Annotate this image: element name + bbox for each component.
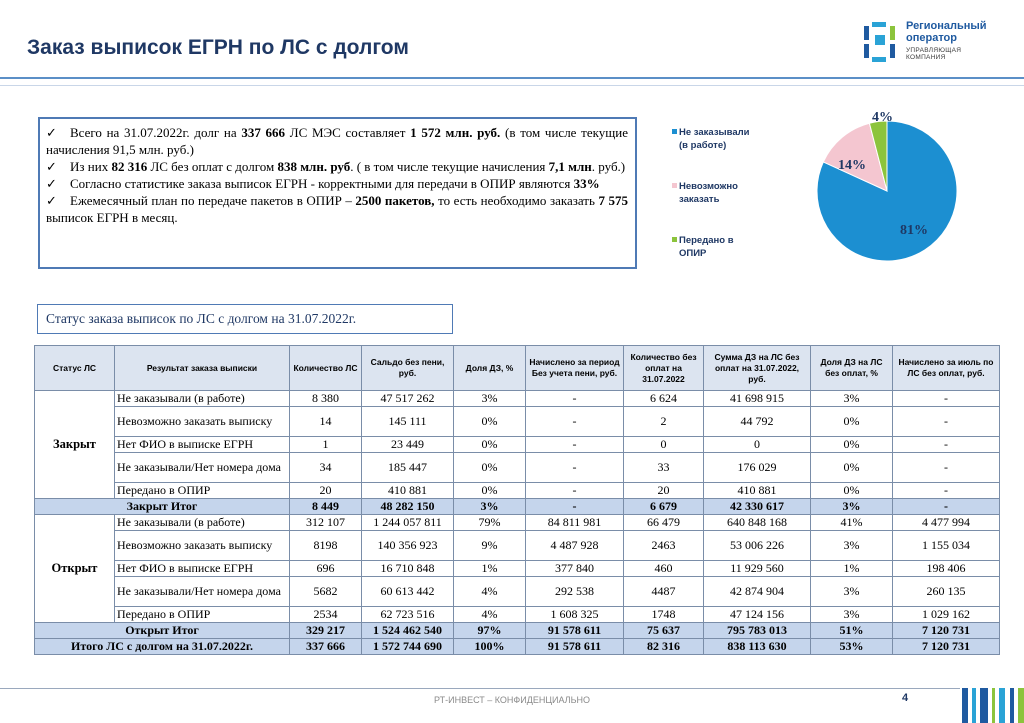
legend-item-opir: Передано в ОПИР: [679, 234, 734, 260]
total-value-cell: 100%: [454, 639, 526, 655]
value-cell: 44 792: [704, 407, 811, 437]
total-value-cell: 91 578 611: [526, 639, 624, 655]
column-header: Статус ЛС: [35, 346, 115, 391]
value-cell: 312 107: [290, 515, 362, 531]
table-header-row: [35, 346, 1000, 391]
table-row: [35, 531, 1000, 561]
page-title: Заказ выписок ЕГРН по ЛС с долгом: [27, 36, 409, 59]
value-cell: 2: [624, 407, 704, 437]
grand-total-row: [35, 639, 1000, 655]
status-title-box: Статус заказа выписок по ЛС с долгом на 31.07.2022г.: [37, 304, 453, 334]
page-number: 4: [902, 692, 909, 704]
pie-label-impossible: 14%: [838, 158, 866, 173]
logo-mark-icon: [862, 20, 902, 64]
corner-decoration: [960, 688, 1024, 723]
table-row: [35, 453, 1000, 483]
total-value-cell: 6 679: [624, 499, 704, 515]
column-header: Сальдо без пени, руб.: [362, 346, 454, 391]
value-cell: 410 881: [362, 483, 454, 499]
table-row: [35, 515, 1000, 531]
value-cell: 3%: [454, 391, 526, 407]
total-value-cell: 3%: [454, 499, 526, 515]
legend-item-not-ordered: Не заказывали (в работе): [679, 126, 750, 152]
value-cell: 640 848 168: [704, 515, 811, 531]
footer-confidential: РТ-ИНВЕСТ – КОНФИДЕНЦИАЛЬНО: [434, 695, 590, 705]
value-cell: 33: [624, 453, 704, 483]
table-row: [35, 561, 1000, 577]
value-cell: 1 244 057 811: [362, 515, 454, 531]
value-cell: 3%: [811, 607, 893, 623]
value-cell: 0%: [811, 437, 893, 453]
column-header: Количество ЛС: [290, 346, 362, 391]
logo-line-1: Региональный: [906, 20, 987, 32]
summary-box: [38, 117, 637, 269]
logo-line-2: оператор: [906, 32, 957, 44]
value-cell: -: [526, 483, 624, 499]
value-cell: 0%: [454, 453, 526, 483]
summary-bullet-2: ✓ Из них 82 316 ЛС без оплат с долгом 838 млн. руб. ( в том числе текущие начисления 7,1 млн. руб.): [46, 159, 626, 174]
value-cell: -: [893, 483, 1000, 499]
title-divider: [0, 77, 1024, 79]
value-cell: 1 608 325: [526, 607, 624, 623]
result-cell: Не заказывали (в работе): [115, 391, 290, 407]
value-cell: -: [526, 453, 624, 483]
value-cell: 34: [290, 453, 362, 483]
value-cell: 47 517 262: [362, 391, 454, 407]
value-cell: 4 487 928: [526, 531, 624, 561]
summary-bullet-3: ✓ Согласно статистике заказа выписок ЕГРН - корректными для передачи в ОПИР являются 33%: [46, 176, 600, 191]
total-value-cell: 48 282 150: [362, 499, 454, 515]
pie-label-not-ordered: 81%: [900, 223, 928, 238]
total-value-cell: 75 637: [624, 623, 704, 639]
result-cell: Нет ФИО в выписке ЕГРН: [115, 561, 290, 577]
value-cell: 66 479: [624, 515, 704, 531]
total-value-cell: 1 524 462 540: [362, 623, 454, 639]
total-value-cell: 1 572 744 690: [362, 639, 454, 655]
check-icon: ✓: [46, 159, 57, 174]
value-cell: 460: [624, 561, 704, 577]
total-value-cell: -: [526, 499, 624, 515]
value-cell: 6 624: [624, 391, 704, 407]
value-cell: 0%: [811, 453, 893, 483]
value-cell: 16 710 848: [362, 561, 454, 577]
total-value-cell: 51%: [811, 623, 893, 639]
total-value-cell: 7 120 731: [893, 639, 1000, 655]
value-cell: 185 447: [362, 453, 454, 483]
total-value-cell: 91 578 611: [526, 623, 624, 639]
value-cell: 2534: [290, 607, 362, 623]
value-cell: 3%: [811, 577, 893, 607]
result-cell: Невозможно заказать выписку: [115, 531, 290, 561]
value-cell: -: [526, 391, 624, 407]
check-icon: ✓: [46, 193, 57, 208]
legend-swatch: [672, 237, 677, 242]
value-cell: 3%: [811, 391, 893, 407]
table-row: [35, 607, 1000, 623]
total-label-cell: Открыт Итог: [35, 623, 290, 639]
total-value-cell: 82 316: [624, 639, 704, 655]
summary-bullet-4: ✓ Ежемесячный план по передаче пакетов в ОПИР – 2500 пакетов, то есть необходимо заказать 7 575 выписок ЕГРН в месяц.: [46, 193, 629, 225]
value-cell: 0%: [811, 407, 893, 437]
value-cell: 410 881: [704, 483, 811, 499]
value-cell: 4%: [454, 607, 526, 623]
status-group-cell: Закрыт: [35, 391, 115, 499]
value-cell: 0%: [454, 483, 526, 499]
value-cell: 1 029 162: [893, 607, 1000, 623]
table-row: [35, 437, 1000, 453]
pie-chart: [672, 106, 962, 276]
total-value-cell: 53%: [811, 639, 893, 655]
status-table: [34, 345, 1000, 655]
total-value-cell: 329 217: [290, 623, 362, 639]
value-cell: 4%: [454, 577, 526, 607]
value-cell: 292 538: [526, 577, 624, 607]
pie-svg: [812, 106, 962, 276]
result-cell: Не заказывали (в работе): [115, 515, 290, 531]
title-divider-thin: [0, 85, 1024, 86]
result-cell: Не заказывали/Нет номера дома: [115, 577, 290, 607]
total-label-cell: Закрыт Итог: [35, 499, 290, 515]
total-value-cell: 838 113 630: [704, 639, 811, 655]
value-cell: 4487: [624, 577, 704, 607]
column-header: Начислено за июль по ЛС без оплат, руб.: [893, 346, 1000, 391]
value-cell: 1748: [624, 607, 704, 623]
value-cell: 3%: [811, 531, 893, 561]
total-value-cell: 337 666: [290, 639, 362, 655]
value-cell: 377 840: [526, 561, 624, 577]
value-cell: 145 111: [362, 407, 454, 437]
check-icon: ✓: [46, 176, 57, 191]
value-cell: 60 613 442: [362, 577, 454, 607]
value-cell: 14: [290, 407, 362, 437]
value-cell: 20: [290, 483, 362, 499]
value-cell: 0: [704, 437, 811, 453]
status-group-cell: Открыт: [35, 515, 115, 623]
total-value-cell: 8 449: [290, 499, 362, 515]
value-cell: 1%: [454, 561, 526, 577]
value-cell: -: [893, 391, 1000, 407]
total-value-cell: 3%: [811, 499, 893, 515]
pie-label-opir: 4%: [872, 110, 893, 125]
table-row: [35, 391, 1000, 407]
value-cell: 0%: [454, 437, 526, 453]
value-cell: 84 811 981: [526, 515, 624, 531]
table-row: [35, 407, 1000, 437]
logo-line-4: КОМПАНИЯ: [906, 54, 946, 61]
value-cell: 41 698 915: [704, 391, 811, 407]
result-cell: Нет ФИО в выписке ЕГРН: [115, 437, 290, 453]
column-header: Сумма ДЗ на ЛС без оплат на 31.07.2022, руб.: [704, 346, 811, 391]
value-cell: 1%: [811, 561, 893, 577]
column-header: Результат заказа выписки: [115, 346, 290, 391]
value-cell: 8198: [290, 531, 362, 561]
column-header: Начислено за период Без учета пени, руб.: [526, 346, 624, 391]
result-cell: Передано в ОПИР: [115, 483, 290, 499]
value-cell: 11 929 560: [704, 561, 811, 577]
value-cell: 41%: [811, 515, 893, 531]
value-cell: 1 155 034: [893, 531, 1000, 561]
value-cell: 9%: [454, 531, 526, 561]
value-cell: 696: [290, 561, 362, 577]
total-label-cell: Итого ЛС с долгом на 31.07.2022г.: [35, 639, 290, 655]
value-cell: -: [893, 407, 1000, 437]
legend-swatch: [672, 183, 677, 188]
value-cell: -: [526, 437, 624, 453]
value-cell: 198 406: [893, 561, 1000, 577]
value-cell: -: [893, 453, 1000, 483]
company-logo: [862, 20, 1012, 68]
total-value-cell: 97%: [454, 623, 526, 639]
value-cell: 79%: [454, 515, 526, 531]
check-icon: ✓: [46, 125, 57, 140]
value-cell: 176 029: [704, 453, 811, 483]
column-header: Количество без оплат на 31.07.2022: [624, 346, 704, 391]
value-cell: 2463: [624, 531, 704, 561]
total-value-cell: 42 330 617: [704, 499, 811, 515]
result-cell: Передано в ОПИР: [115, 607, 290, 623]
value-cell: -: [526, 407, 624, 437]
value-cell: 0: [624, 437, 704, 453]
subtotal-row: [35, 499, 1000, 515]
table-row: [35, 483, 1000, 499]
total-value-cell: -: [893, 499, 1000, 515]
value-cell: 4 477 994: [893, 515, 1000, 531]
value-cell: 42 874 904: [704, 577, 811, 607]
value-cell: 0%: [454, 407, 526, 437]
subtotal-row: [35, 623, 1000, 639]
footer-divider: [0, 688, 960, 689]
value-cell: -: [893, 437, 1000, 453]
value-cell: 1: [290, 437, 362, 453]
value-cell: 5682: [290, 577, 362, 607]
result-cell: Не заказывали/Нет номера дома: [115, 453, 290, 483]
value-cell: 47 124 156: [704, 607, 811, 623]
value-cell: 53 006 226: [704, 531, 811, 561]
value-cell: 23 449: [362, 437, 454, 453]
total-value-cell: 795 783 013: [704, 623, 811, 639]
value-cell: 140 356 923: [362, 531, 454, 561]
total-value-cell: 7 120 731: [893, 623, 1000, 639]
value-cell: 62 723 516: [362, 607, 454, 623]
table-row: [35, 577, 1000, 607]
column-header: Доля ДЗ на ЛС без оплат, %: [811, 346, 893, 391]
value-cell: 8 380: [290, 391, 362, 407]
column-header: Доля ДЗ, %: [454, 346, 526, 391]
result-cell: Невозможно заказать выписку: [115, 407, 290, 437]
value-cell: 0%: [811, 483, 893, 499]
value-cell: 260 135: [893, 577, 1000, 607]
legend-item-impossible: Невозможно заказать: [679, 180, 738, 206]
value-cell: 20: [624, 483, 704, 499]
summary-bullet-1: ✓ Всего на 31.07.2022г. долг на 337 666 ЛС МЭС составляет 1 572 млн. руб. (в том числе текущие начисления 91,5 млн. руб.): [46, 125, 628, 157]
logo-line-3: УПРАВЛЯЮЩАЯ: [906, 47, 962, 54]
legend-swatch: [672, 129, 677, 134]
